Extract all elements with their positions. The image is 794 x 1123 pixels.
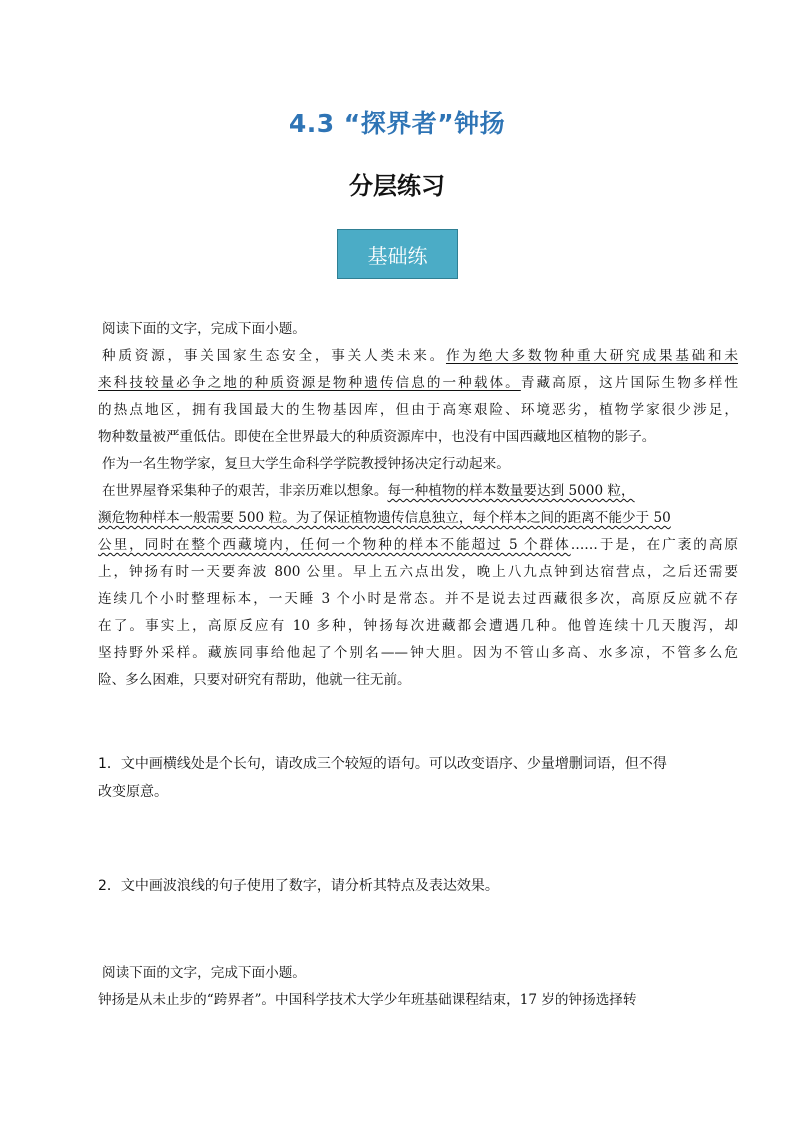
passage-text: 种质资源，事关国家生态安全，事关人类未来。 (102, 348, 446, 364)
passage-2 (98, 960, 738, 1014)
page-subtitle: 分层练习 (349, 172, 445, 200)
passage-line (98, 505, 738, 532)
wavy-sentence: 濒危物种样本一般需要 500 粒。 (98, 510, 296, 526)
passage-line: 物种数量被严重低估。即使在全世界最大的种质资源库中，也没有中国西藏地区植物的影子。 (98, 429, 656, 445)
page-title: 4.3 “探界者”钟扬 (288, 109, 506, 138)
question-1-line-1: 1．文中画横线处是个长句，请改成三个较短的语句。可以改变语序、少量增删词语，但不得 (98, 756, 667, 772)
passage-line (98, 478, 738, 505)
wavy-sentence: 公里，同时在整个西藏境内，任何一个物种的样本不能超过 5 个群体 (98, 537, 571, 553)
wavy-sentence: 为了保证植物遗传信息独立，每个样本之间的距离不能少于 50 (295, 510, 671, 526)
question-1-line-2: 改变原意。 (98, 784, 168, 800)
passage-line: 坚持野外采样。藏族同事给他起了个别名——钟大胆。因为不管山多高、水多凉，不管多么危 (98, 645, 738, 661)
passage-line: 上，钟扬有时一天要奔波 800 公里。早上五六点出发，晚上八九点钟到达宿营点，之后还需要 (98, 564, 738, 580)
wavy-sentence: 每一种植物的样本数量要达到 5000 粒， (387, 483, 635, 499)
passage-1 (98, 316, 738, 694)
passage-line (98, 370, 738, 397)
underlined-sentence: 来科技较量必争之地的种质资源是物种遗传信息的一种载体。 (98, 375, 521, 391)
passage-text: ……于是，在广袤的高原 (570, 537, 738, 553)
passage-text: 在世界屋脊采集种子的艰苦，非亲历难以想象。 (102, 483, 388, 499)
passage-line: 作为一名生物学家，复旦大学生命科学学院教授钟扬决定行动起来。 (102, 456, 510, 472)
passage-1-instruction: 阅读下面的文字，完成下面小题。 (102, 321, 306, 337)
section-badge: 基础练 (337, 229, 458, 279)
passage-2-instruction: 阅读下面的文字，完成下面小题。 (102, 965, 306, 981)
passage-line: 在了。事实上，高原反应有 10 多种，钟扬每次进藏都会遭遇几种。他曾连续十几天腹泻，却 (98, 618, 738, 634)
underlined-sentence: 作为绝大多数物种重大研究成果基础和未 (445, 348, 739, 364)
passage-line (98, 532, 738, 559)
question-1 (98, 750, 738, 806)
passage-line: 险、多么困难，只要对研究有帮助，他就一往无前。 (98, 672, 411, 688)
question-2: 2．文中画波浪线的句子使用了数字，请分析其特点及表达效果。 (98, 878, 499, 894)
passage-line: 连续几个小时整理标本，一天睡 3 个小时是常态。并不是说去过西藏很多次，高原反应就不存 (98, 591, 738, 607)
passage-line: 的热点地区，拥有我国最大的生物基因库，但由于高寒艰险、环境恶劣，植物学家很少涉足， (98, 402, 738, 418)
passage-text: 青藏高原，这片国际生物多样性 (520, 375, 739, 391)
passage-line: 钟扬是从未止步的“跨界者”。中国科学技术大学少年班基础课程结束，17 岁的钟扬选择转 (98, 992, 637, 1008)
passage-line (98, 343, 738, 370)
